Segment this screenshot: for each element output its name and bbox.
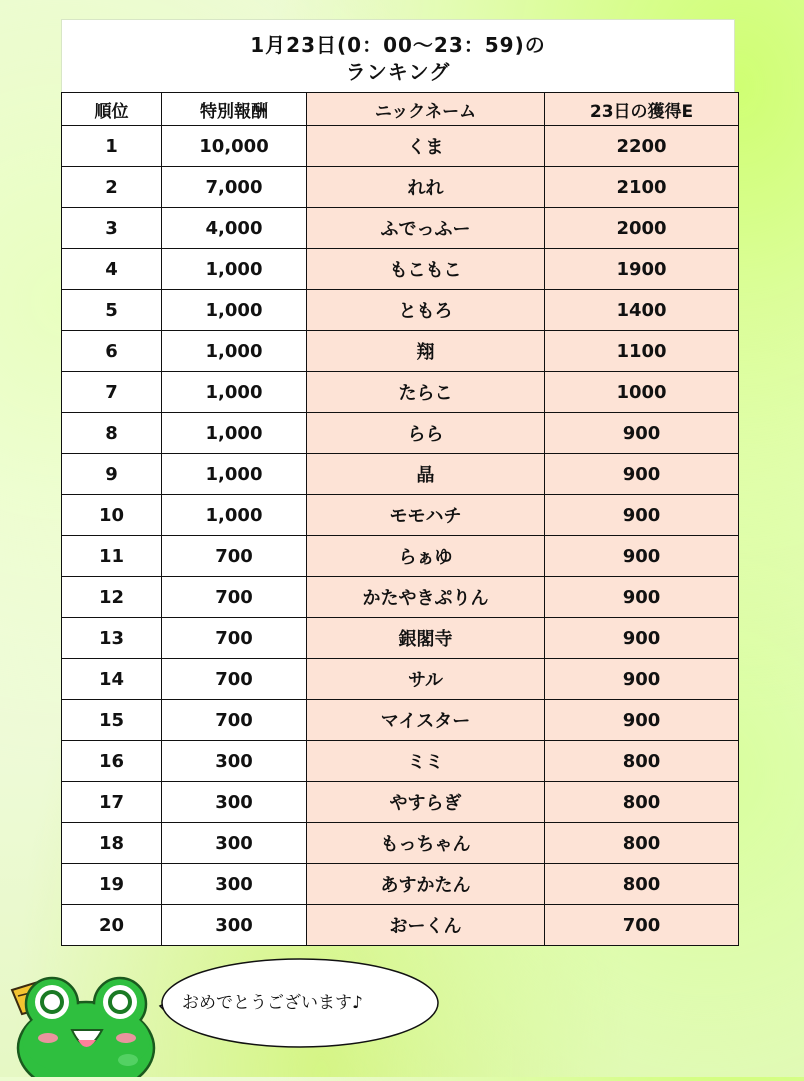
cell-nickname: おーくん	[307, 905, 545, 946]
table-row	[62, 495, 739, 536]
cell-reward: 1,000	[162, 331, 307, 372]
cell-rank: 18	[62, 823, 162, 864]
cell-points: 900	[545, 618, 739, 659]
table-row	[62, 331, 739, 372]
header-nickname: ニックネーム	[307, 93, 545, 126]
cell-rank: 11	[62, 536, 162, 577]
cell-points: 900	[545, 454, 739, 495]
cell-reward: 1,000	[162, 495, 307, 536]
cell-points: 1000	[545, 372, 739, 413]
table-row	[62, 126, 739, 167]
cell-rank: 1	[62, 126, 162, 167]
cell-reward: 700	[162, 618, 307, 659]
cell-nickname: もこもこ	[307, 249, 545, 290]
table-row	[62, 618, 739, 659]
cell-rank: 7	[62, 372, 162, 413]
table-header-row	[62, 93, 739, 126]
cell-points: 1100	[545, 331, 739, 372]
table-row	[62, 413, 739, 454]
table-row	[62, 864, 739, 905]
table-row	[62, 290, 739, 331]
cell-points: 2200	[545, 126, 739, 167]
cell-reward: 10,000	[162, 126, 307, 167]
cell-points: 2000	[545, 208, 739, 249]
ranking-title-date: 1月23日(0：00～23：59)の	[250, 33, 546, 57]
cell-reward: 1,000	[162, 249, 307, 290]
table-row	[62, 536, 739, 577]
cell-rank: 2	[62, 167, 162, 208]
cell-points: 800	[545, 741, 739, 782]
table-row	[62, 782, 739, 823]
cell-points: 800	[545, 864, 739, 905]
cell-nickname: ふでっふー	[307, 208, 545, 249]
cell-reward: 1,000	[162, 290, 307, 331]
table-row	[62, 659, 739, 700]
cell-reward: 300	[162, 782, 307, 823]
cell-reward: 1,000	[162, 372, 307, 413]
cell-points: 1900	[545, 249, 739, 290]
ranking-table-body	[62, 126, 739, 946]
table-row	[62, 454, 739, 495]
ranking-title-box	[61, 19, 735, 93]
cell-points: 1400	[545, 290, 739, 331]
cell-points: 800	[545, 823, 739, 864]
table-row	[62, 372, 739, 413]
cell-reward: 700	[162, 700, 307, 741]
table-row	[62, 741, 739, 782]
cell-points: 900	[545, 495, 739, 536]
cell-rank: 8	[62, 413, 162, 454]
frog-mascot-icon	[8, 968, 158, 1077]
header-reward: 特別報酬	[162, 93, 307, 126]
header-points: 23日の獲得E	[545, 93, 739, 126]
cell-nickname: やすらぎ	[307, 782, 545, 823]
cell-nickname: サル	[307, 659, 545, 700]
cell-points: 900	[545, 536, 739, 577]
cell-nickname: ミミ	[307, 741, 545, 782]
cell-rank: 9	[62, 454, 162, 495]
cell-rank: 14	[62, 659, 162, 700]
cell-points: 800	[545, 782, 739, 823]
table-row	[62, 208, 739, 249]
cell-nickname: もっちゃん	[307, 823, 545, 864]
cell-points: 700	[545, 905, 739, 946]
cell-rank: 19	[62, 864, 162, 905]
cell-nickname: モモハチ	[307, 495, 545, 536]
cell-nickname: あすかたん	[307, 864, 545, 905]
table-row	[62, 823, 739, 864]
cell-points: 900	[545, 413, 739, 454]
congratulations-text: おめでとうございます♪	[182, 993, 363, 1013]
cell-rank: 5	[62, 290, 162, 331]
cell-points: 900	[545, 577, 739, 618]
cell-nickname: らら	[307, 413, 545, 454]
ranking-title-label: ランキング	[345, 60, 451, 84]
cell-reward: 300	[162, 864, 307, 905]
cell-rank: 13	[62, 618, 162, 659]
cell-points: 900	[545, 700, 739, 741]
cell-rank: 17	[62, 782, 162, 823]
cell-nickname: くま	[307, 126, 545, 167]
cell-reward: 300	[162, 905, 307, 946]
cell-nickname: 銀閣寺	[307, 618, 545, 659]
ranking-table	[61, 92, 739, 946]
cell-reward: 1,000	[162, 454, 307, 495]
cell-points: 900	[545, 659, 739, 700]
cell-nickname: たらこ	[307, 372, 545, 413]
cell-reward: 300	[162, 823, 307, 864]
table-row	[62, 577, 739, 618]
cell-nickname: 翔	[307, 331, 545, 372]
cell-reward: 300	[162, 741, 307, 782]
table-row	[62, 700, 739, 741]
cell-reward: 4,000	[162, 208, 307, 249]
cell-rank: 20	[62, 905, 162, 946]
cell-nickname: ともろ	[307, 290, 545, 331]
cell-nickname: らぁゆ	[307, 536, 545, 577]
cell-rank: 12	[62, 577, 162, 618]
cell-rank: 4	[62, 249, 162, 290]
cell-reward: 7,000	[162, 167, 307, 208]
table-row	[62, 905, 739, 946]
cell-nickname: かたやきぷりん	[307, 577, 545, 618]
cell-reward: 700	[162, 577, 307, 618]
cell-reward: 1,000	[162, 413, 307, 454]
cell-rank: 15	[62, 700, 162, 741]
cell-rank: 10	[62, 495, 162, 536]
cell-reward: 700	[162, 659, 307, 700]
header-rank: 順位	[62, 93, 162, 126]
cell-nickname: マイスター	[307, 700, 545, 741]
speech-bubble-icon	[158, 956, 440, 1050]
cell-nickname: 晶	[307, 454, 545, 495]
cell-reward: 700	[162, 536, 307, 577]
cell-points: 2100	[545, 167, 739, 208]
table-row	[62, 167, 739, 208]
cell-rank: 6	[62, 331, 162, 372]
table-row	[62, 249, 739, 290]
cell-rank: 3	[62, 208, 162, 249]
cell-rank: 16	[62, 741, 162, 782]
cell-nickname: れれ	[307, 167, 545, 208]
